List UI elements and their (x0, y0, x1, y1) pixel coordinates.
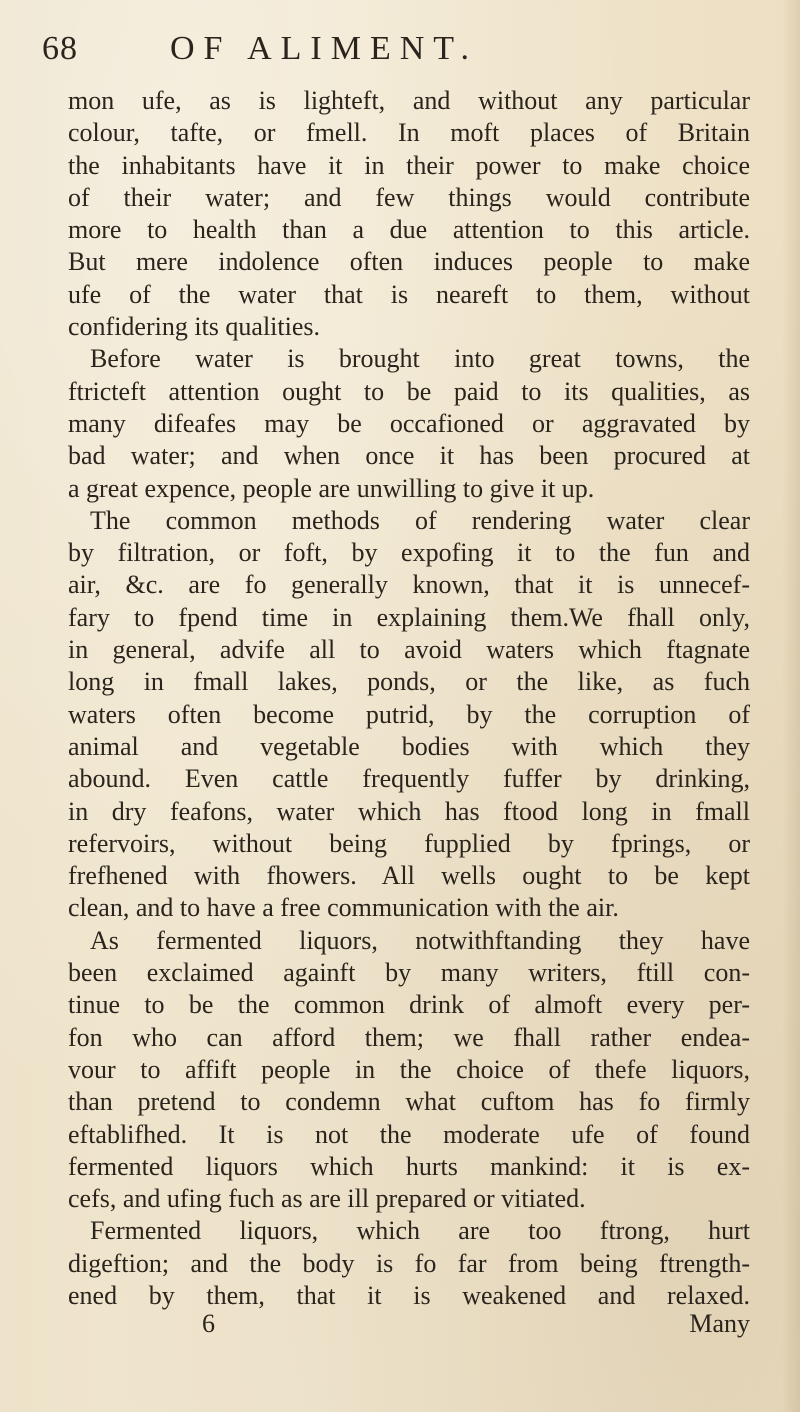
text-line: fary to fpend time in explaining them.We fhall only, (68, 602, 750, 632)
text-line: tinue to be the common drink of almoft every per- (68, 990, 750, 1020)
text-line: refervoirs, without being fupplied by fprings, or (68, 828, 750, 858)
text-line: many difeafes may be occafioned or aggravated by (68, 408, 750, 438)
text-line: air, &c. are fo generally known, that it is unnecef- (68, 570, 750, 600)
paragraph-start-line: As fermented liquors, notwithftanding they have (90, 925, 750, 955)
text-line: vour to affift people in the choice of thefe liquors, (68, 1054, 750, 1084)
page-edge-shadow (782, 0, 800, 1412)
text-line: waters often become putrid, by the corruption of (68, 699, 750, 729)
catchword: Many (689, 1309, 750, 1338)
body-text (68, 85, 750, 1312)
paragraph-start-line: Fermented liquors, which are too ftrong, hurt (90, 1216, 750, 1246)
text-line: eftablifhed. It is not the moderate ufe of found (68, 1119, 750, 1149)
text-line: clean, and to have a free communication with the air. (68, 893, 619, 923)
text-line: by filtration, or foft, by expofing it to the fun and (68, 538, 750, 568)
text-line: bad water; and when once it has been procured at (68, 441, 750, 471)
signature-mark: 6 (202, 1309, 215, 1338)
text-line: ftricteft attention ought to be paid to its qualities, as (68, 376, 750, 406)
text-line: colour, tafte, or fmell. In moft places of Britain (68, 118, 750, 148)
text-line: confidering its qualities. (68, 312, 321, 342)
text-line: fermented liquors which hurts mankind: it is ex- (68, 1151, 750, 1181)
paragraph-start-line: The common methods of rendering water clear (90, 505, 750, 535)
text-line: long in fmall lakes, ponds, or the like, as fuch (68, 667, 750, 697)
text-line: a great expence, people are unwilling to give it up. (68, 473, 595, 503)
text-line: cefs, and ufing fuch as are ill prepared or vitiated. (68, 1184, 586, 1214)
text-line: digeftion; and the body is fo far from being ftrength- (68, 1248, 750, 1278)
text-line: in general, advife all to avoid waters which ftagnate (68, 635, 750, 665)
text-line: animal and vegetable bodies with which they (68, 731, 750, 761)
page-header (42, 18, 760, 74)
text-line: in dry feafons, water which has ftood long in fmall (68, 796, 750, 826)
text-line: more to health than a due attention to this article. (68, 215, 750, 245)
text-line: ened by them, that it is weakened and relaxed. (68, 1280, 750, 1310)
text-line: fon who can afford them; we fhall rather endea- (68, 1022, 750, 1052)
page-footer (68, 1308, 750, 1344)
text-line: of their water; and few things would contribute (68, 182, 750, 212)
paragraph-start-line: Before water is brought into great towns, the (90, 344, 750, 374)
text-line: than pretend to condemn what cuftom has fo firmly (68, 1087, 750, 1117)
page-number: 68 (42, 30, 78, 67)
text-line: the inhabitants have it in their power to make choice (68, 150, 750, 180)
text-line: mon ufe, as is lighteft, and without any particular (68, 86, 750, 115)
text-line: frefhened with fhowers. All wells ought to be kept (68, 861, 750, 891)
text-line: been exclaimed againft by many writers, ftill con- (68, 958, 750, 988)
text-line: But mere indolence often induces people to make (68, 247, 750, 277)
text-line: abound. Even cattle frequently fuffer by drinking, (68, 764, 750, 794)
running-head: OF ALIMENT. (170, 30, 479, 67)
text-line: ufe of the water that is neareft to them, without (68, 279, 750, 309)
